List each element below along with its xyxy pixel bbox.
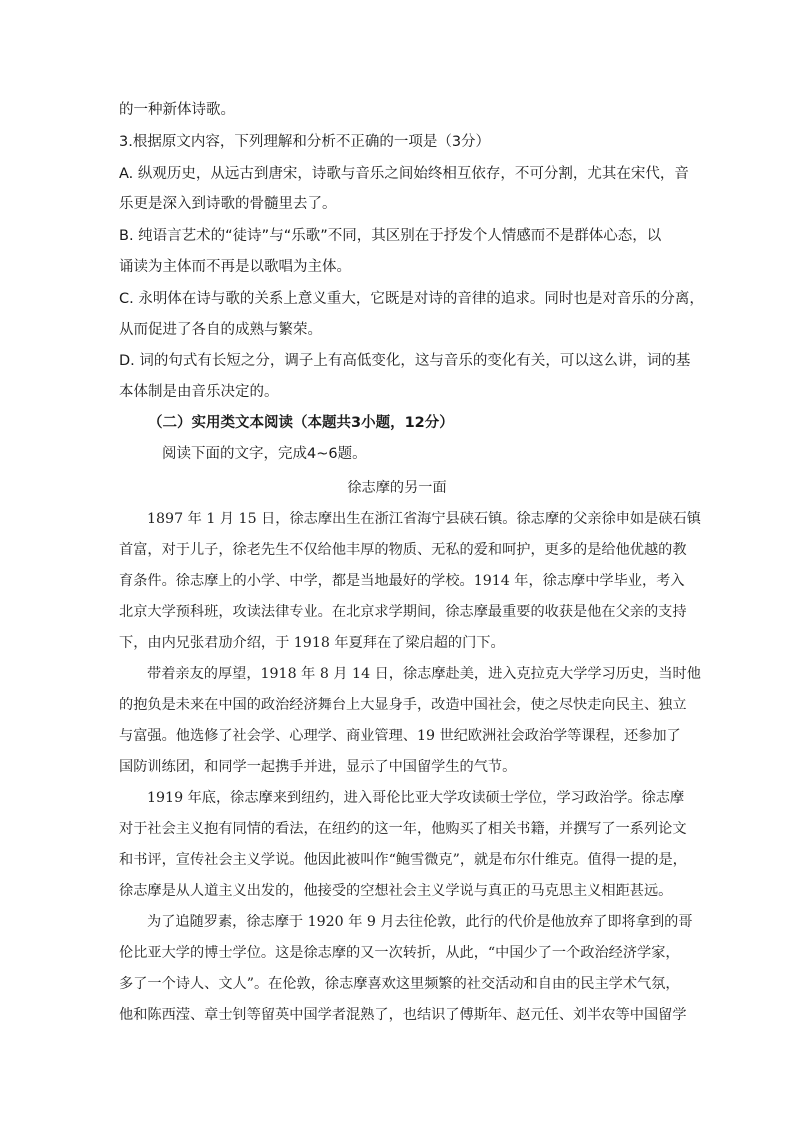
- article-line: 多了一个诗人、文人”。在伦敦，徐志摩喜欢这里频繁的社交活动和自由的民主学术气氛，: [119, 976, 680, 992]
- option-d-cont: 本体制是由音乐决定的。: [119, 384, 279, 400]
- article-line: 和书评，宣传社会主义学说。他因此被叫作“鲍雪微克”，就是布尔什维克。值得一提的是，: [119, 852, 687, 868]
- article-line: 首富，对于儿子，徐老先生不仅给他丰厚的物质、无私的爱和呵护，更多的是给他优越的教: [119, 542, 687, 558]
- instruction: 阅读下面的文字，完成4~6题。: [162, 446, 367, 462]
- option-b: B. 纯语言艺术的“徒诗”与“乐歌”不同，其区别在于抒发个人情感而不是群体心态，以: [119, 228, 662, 244]
- article-line: 带着亲友的厚望，1918 年 8 月 14 日，徐志摩赴美，进入克拉克大学学习历史，当时他: [147, 666, 701, 682]
- text-line: 的一种新体诗歌。: [119, 102, 235, 118]
- article-line: 下，由内兄张君劢介绍，于 1918 年夏拜在了梁启超的门下。: [119, 635, 505, 651]
- section-heading: （二）实用类文本阅读（本题共3小题，12分）: [148, 415, 454, 431]
- option-a-cont: 乐更是深入到诗歌的骨髓里去了。: [119, 196, 337, 212]
- question-3: 3.根据原文内容，下列理解和分析不正确的一项是（3分）: [119, 134, 491, 150]
- article-line: 徐志摩是从人道主义出发的，他接受的空想社会主义学说与真正的马克思主义相距甚远。: [119, 883, 673, 899]
- article-line: 的抱负是未来在中国的政治经济舞台上大显身手，改造中国社会，使之尽快走向民主、独立: [119, 697, 687, 713]
- option-c-cont: 从而促进了各自的成熟与繁荣。: [119, 322, 322, 338]
- article-line: 与富强。他选修了社会学、心理学、商业管理、19 世纪欧洲社会政治学等课程，还参加了: [119, 728, 681, 744]
- article-line: 他和陈西滢、章士钊等留英中国学者混熟了，也结识了傅斯年、赵元任、刘半农等中国留学: [119, 1007, 687, 1023]
- article-line: 国防训练团，和同学一起携手并进，显示了中国留学生的气节。: [119, 759, 517, 775]
- article-line: 对于社会主义抱有同情的看法，在纽约的这一年，他购买了相关书籍，并撰写了一系列论文: [119, 821, 687, 837]
- article-title: 徐志摩的另一面: [347, 480, 447, 496]
- option-c: C. 永明体在诗与歌的关系上意义重大，它既是对诗的音律的追求。同时也是对音乐的分离，: [119, 291, 704, 307]
- article-line: 1919 年底，徐志摩来到纽约，进入哥伦比亚大学攻读硕士学位，学习政治学。徐志摩: [147, 790, 685, 806]
- option-b-cont: 诵读为主体而不再是以歌唱为主体。: [119, 259, 351, 275]
- article-line: 伦比亚大学的博士学位。这是徐志摩的又一次转折，从此，“中国少了一个政治经济学家，: [119, 945, 680, 961]
- article-line: 1897 年 1 月 15 日，徐志摩出生在浙江省海宁县硖石镇。徐志摩的父亲徐申如是硖石镇: [147, 511, 701, 527]
- article-line: 为了追随罗素，徐志摩于 1920 年 9 月去往伦敦，此行的代价是他放弃了即将拿到的哥: [147, 914, 693, 930]
- option-a: A. 纵观历史，从远古到唐宋，诗歌与音乐之间始终相互依存，不可分割，尤其在宋代，音: [119, 166, 689, 182]
- article-line: 北京大学预科班，攻读法律专业。在北京求学期间，徐志摩最重要的收获是他在父亲的支持: [119, 604, 687, 620]
- article-line: 育条件。徐志摩上的小学、中学，都是当地最好的学校。1914 年，徐志摩中学毕业，考入: [119, 573, 685, 589]
- option-d: D. 词的句式有长短之分，调子上有高低变化，这与音乐的变化有关，可以这么讲，词的基: [119, 353, 691, 369]
